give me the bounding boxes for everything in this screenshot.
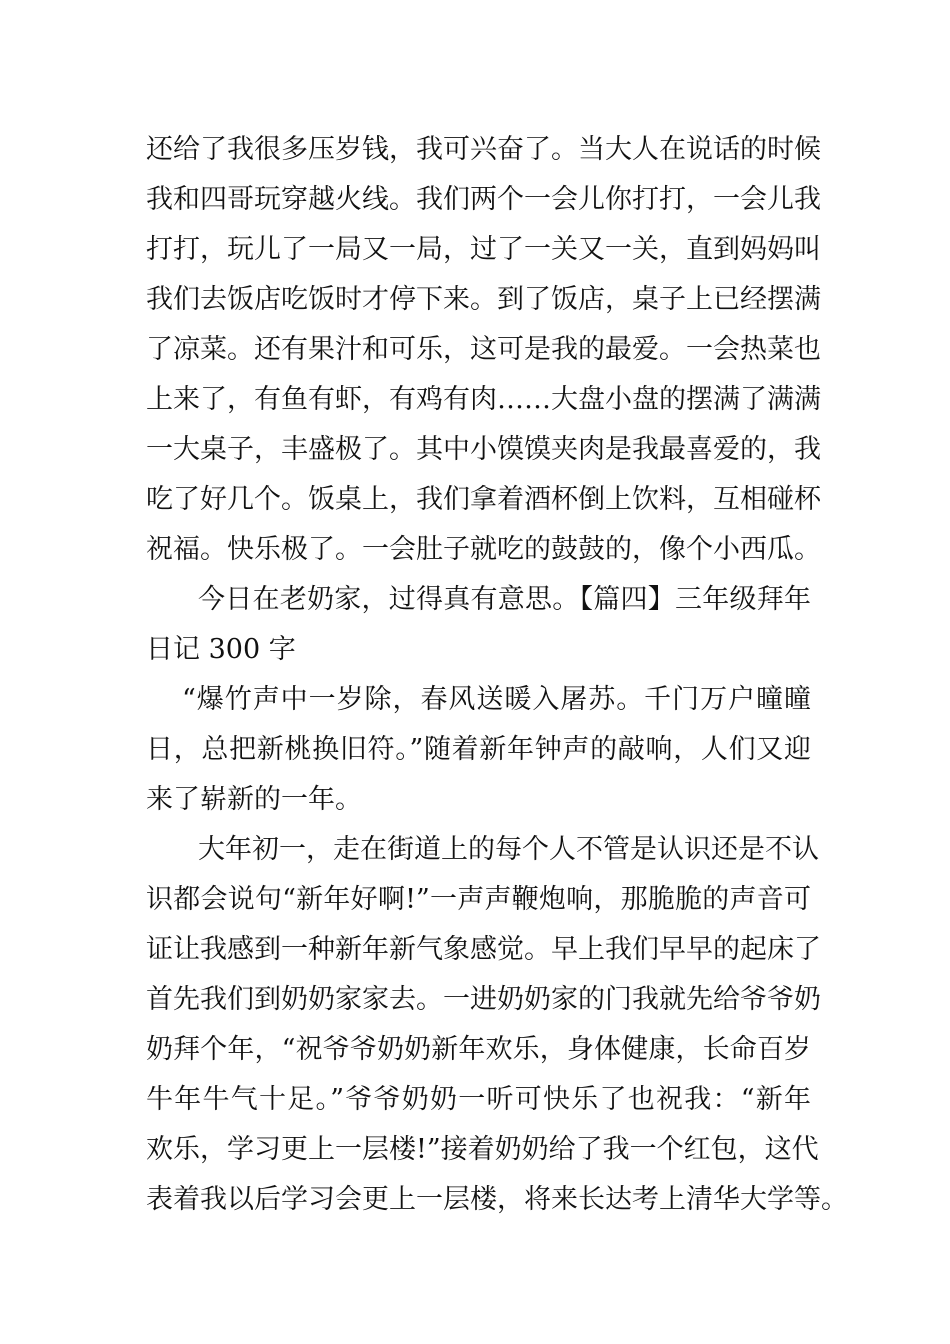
text-line: “爆竹声中一岁除，春风送暖入屠苏。千门万户曈曈	[182, 684, 811, 715]
text-line: 打打，玩儿了一局又一局，过了一关又一关，直到妈妈叫	[146, 234, 821, 265]
text-line: 奶拜个年，“祝爷爷奶奶新年欢乐，身体健康，长命百岁	[146, 1034, 811, 1065]
text-line: 来了崭新的一年。	[146, 784, 362, 815]
text-line: 了凉菜。还有果汁和可乐，这可是我的最爱。一会热菜也	[146, 334, 821, 365]
text-line: 一大桌子，丰盛极了。其中小馍馍夹肉是我最喜爱的，我	[146, 434, 821, 465]
text-line: 还给了我很多压岁钱，我可兴奋了。当大人在说话的时候	[146, 134, 821, 165]
text-line: 日记 300 字	[146, 634, 296, 665]
text-line: 牛年牛气十足。”爷爷奶奶一听可快乐了也祝我：“新年	[146, 1084, 811, 1115]
text-line: 今日在老奶家，过得真有意思。【篇四】三年级拜年	[198, 584, 811, 615]
text-line: 吃了好几个。饭桌上，我们拿着酒杯倒上饮料，互相碰杯	[146, 484, 821, 515]
text-line: 证让我感到一种新年新气象感觉。早上我们早早的起床了	[146, 934, 821, 965]
text-line: 欢乐，学习更上一层楼!”接着奶奶给了我一个红包，这代	[146, 1134, 819, 1165]
text-line: 识都会说句“新年好啊!”一声声鞭炮响，那脆脆的声音可	[146, 884, 811, 915]
text-line: 首先我们到奶奶家家去。一进奶奶家的门我就先给爷爷奶	[146, 984, 821, 1015]
text-line: 表着我以后学习会更上一层楼，将来长达考上清华大学等。	[146, 1184, 848, 1215]
text-line: 大年初一，走在街道上的每个人不管是认识还是不认	[198, 834, 819, 865]
text-line: 祝福。快乐极了。一会肚子就吃的鼓鼓的，像个小西瓜。	[146, 534, 821, 565]
text-line: 日，总把新桃换旧符。”随着新年钟声的敲响，人们又迎	[146, 734, 811, 765]
text-line: 我们去饭店吃饭时才停下来。到了饭店，桌子上已经摆满	[146, 284, 821, 315]
text-line: 我和四哥玩穿越火线。我们两个一会儿你打打，一会儿我	[146, 184, 821, 215]
text-line: 上来了，有鱼有虾，有鸡有肉……大盘小盘的摆满了满满	[146, 384, 821, 415]
